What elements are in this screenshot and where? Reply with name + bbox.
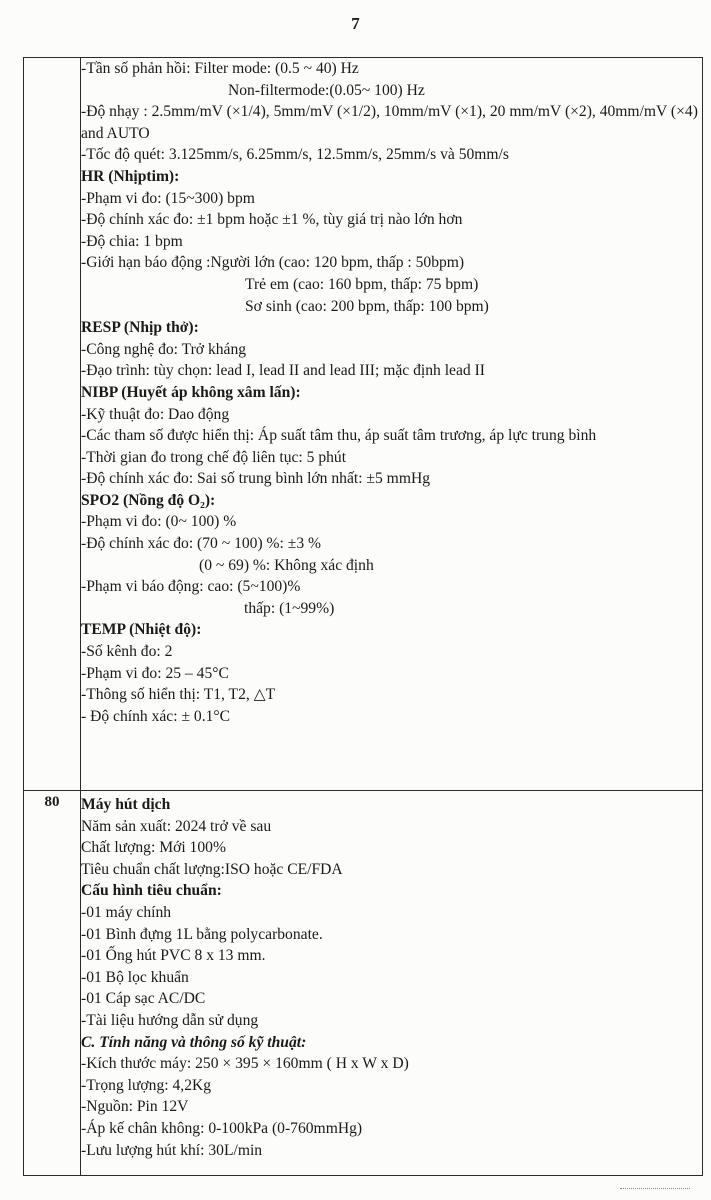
spec-line: (0 ~ 69) %: Không xác định	[199, 556, 374, 574]
spec-line: -01 máy chính	[81, 903, 172, 921]
spec-line: Tiêu chuẩn chất lượng:ISO hoặc CE/FDA	[81, 860, 343, 878]
spec-line: -Độ chính xác đo: ±1 bpm hoặc ±1 %, tùy giá trị nào lớn hơn	[81, 211, 463, 229]
spec-line: -Lưu lượng hút khí: 30L/min	[81, 1141, 263, 1159]
spec-line: - Độ chính xác: ± 0.1°C	[81, 707, 231, 725]
spec-line: -Tài liệu hướng dẫn sử dụng	[81, 1011, 259, 1029]
row-number	[24, 58, 80, 61]
spec-line: -Phạm vi đo: (0~ 100) %	[81, 513, 237, 531]
spec-line: Chất lượng: Mới 100%	[81, 839, 226, 857]
item-title: Máy hút dịch	[81, 796, 171, 813]
spec-line: Sơ sinh (cao: 200 bpm, thấp: 100 bpm)	[245, 297, 489, 315]
section-heading: C. Tính năng và thông số kỹ thuật:	[81, 1033, 307, 1051]
spec-line: Trẻ em (cao: 160 bpm, thấp: 75 bpm)	[245, 275, 479, 293]
row-number-cell	[24, 58, 81, 791]
table-row	[24, 58, 703, 791]
spec-line: -01 Bộ lọc khuẩn	[81, 968, 189, 986]
spec-line: -Kích thước máy: 250 × 395 × 160mm ( H x W x D)	[81, 1055, 409, 1073]
spec-line: Non-filtermode:(0.05~ 100) Hz	[228, 81, 425, 99]
section-heading: RESP (Nhịp thở):	[81, 319, 199, 337]
spec-line: -Áp kế chân không: 0-100kPa (0-760mmHg)	[81, 1119, 363, 1137]
section-heading: Cấu hình tiêu chuẩn:	[81, 882, 222, 900]
spec-line: -Tốc độ quét: 3.125mm/s, 6.25mm/s, 12.5mm/s, 25mm/s và 50mm/s	[81, 146, 509, 164]
section-heading: HR (Nhịptim):	[81, 167, 180, 185]
spec-line: -Giới hạn báo động :Người lớn (cao: 120 bpm, thấp : 50bpm)	[81, 254, 465, 272]
spec-line: -01 Ống hút PVC 8 x 13 mm.	[81, 947, 266, 965]
spec-line: -01 Bình đựng 1L bằng polycarbonate.	[81, 925, 323, 943]
spec-line: -Độ chính xác đo: Sai số trung bình lớn nhất: ±5 mmHg	[81, 470, 431, 488]
section-heading: TEMP (Nhiệt độ):	[81, 621, 202, 639]
spec-line: -Đạo trình: tùy chọn: lead I, lead II and lead III; mặc định lead II	[81, 362, 485, 380]
spec-line: Năm sản xuất: 2024 trở về sau	[81, 817, 272, 835]
spec-line: -Phạm vi đo: 25 – 45°C	[81, 664, 229, 682]
spec-line: -Công nghệ đo: Trở kháng	[81, 340, 247, 358]
row-number-cell	[24, 791, 81, 1176]
spec-line: -Thời gian đo trong chế độ liên tục: 5 phút	[81, 448, 347, 466]
spec-cell	[81, 58, 703, 791]
spec-line: -Tần số phản hồi: Filter mode: (0.5 ~ 40) Hz	[81, 60, 359, 77]
row-number: 80	[44, 794, 60, 810]
spec-line: -Các tham số được hiển thị: Áp suất tâm thu, áp suất tâm trương, áp lực trung bình	[81, 427, 597, 445]
page-number: 7	[351, 14, 360, 33]
spec-line: -Phạm vi báo động: cao: (5~100)%	[81, 578, 301, 596]
section-heading: NIBP (Huyết áp không xâm lấn):	[81, 383, 301, 401]
spec-line: thấp: (1~99%)	[244, 599, 335, 617]
spec-cell	[81, 791, 703, 1176]
spec-line: -Phạm vi đo: (15~300) bpm	[81, 189, 255, 207]
spec-line: -Kỹ thuật đo: Dao động	[81, 405, 230, 423]
table-row	[24, 791, 703, 1176]
page-edge-mark	[620, 1188, 690, 1189]
section-heading: SPO2 (Nồng độ O₂):	[81, 491, 216, 509]
spec-line: -Thông số hiển thị: T1, T2, △T	[81, 686, 276, 704]
spec-line: -Độ chia: 1 bpm	[81, 232, 183, 250]
spec-line: -Trọng lượng: 4,2Kg	[81, 1076, 212, 1094]
spec-line: -Số kênh đo: 2	[81, 643, 173, 661]
spec-line: -Nguồn: Pin 12V	[81, 1098, 189, 1116]
spec-line: -Độ chính xác đo: (70 ~ 100) %: ±3 %	[81, 535, 322, 553]
spec-table	[23, 57, 703, 1176]
spec-line: -Độ nhạy : 2.5mm/mV (×1/4), 5mm/mV (×1/2), 10mm/mV (×1), 20 mm/mV (×2), 40mm/mV (×4) and AUTO	[81, 103, 698, 142]
spec-line: -01 Cáp sạc AC/DC	[81, 990, 206, 1008]
